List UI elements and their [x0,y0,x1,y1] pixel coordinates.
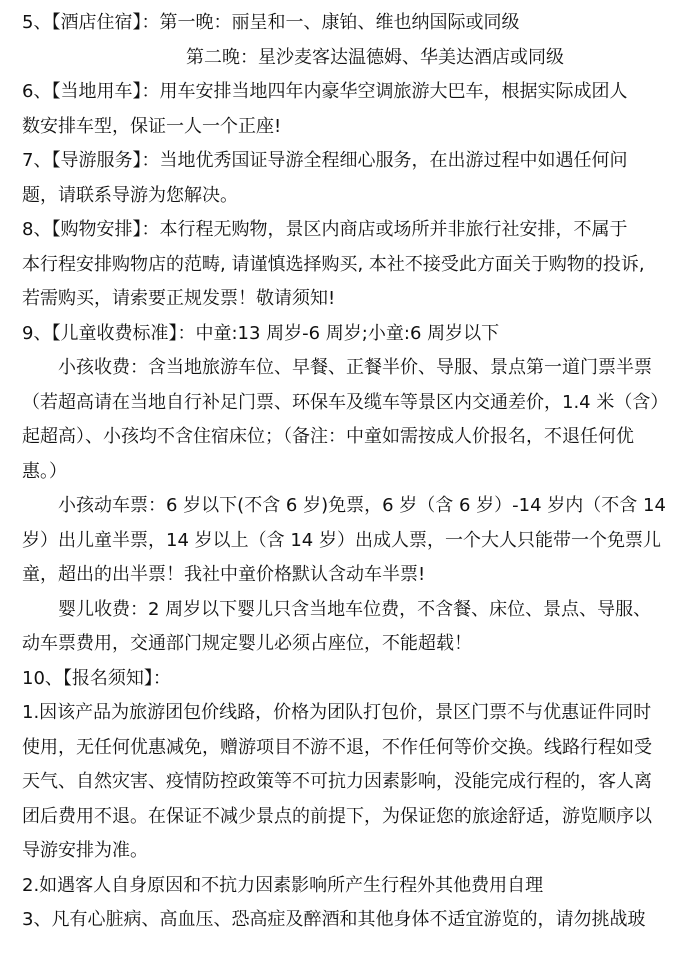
text-line: 3、凡有心脏病、高血压、恐高症及醉酒和其他身体不适宜游览的，请勿挑战玻 [22,909,646,930]
text-line: 使用，无任何优惠减免，赠游项目不游不退，不作任何等价交换。线路行程如受 [22,736,652,758]
text-line: 团后费用不退。在保证不减少景点的前提下，为保证您的旅途舒适，游览顺序以 [22,805,652,827]
text-line: 岁）出儿童半票，14 岁以上（含 14 岁）出成人票，一个大人只能带一个免票儿 [22,529,661,551]
text-line: 8、【购物安排】：本行程无购物，景区内商店或场所并非旅行社安排，不属于 [22,219,628,240]
text-line: 动车票费用，交通部门规定婴儿必须占座位，不能超载！ [22,633,472,654]
text-line: 小孩收费：含当地旅游车位、早餐、正餐半价、导服、景点第一道门票半票 [58,357,652,378]
text-line: 若需购买，请索要正规发票！敬请须知! [22,288,336,309]
text-line: （若超高请在当地自行补足门票、环保车及缆车等景区内交通差价，1.4 米（含） [22,391,669,413]
text-line: 童，超出的出半票！我社中童价格默认含动车半票! [22,564,426,585]
text-line: 6、【当地用车】：用车安排当地四年内豪华空调旅游大巴车，根据实际成团人 [22,81,628,102]
text-line: 第二晚：星沙麦客达温德姆、华美达酒店或同级 [186,46,564,68]
text-line: 惠。） [22,460,67,482]
text-line: 题，请联系导游为您解决。 [22,184,238,206]
text-line: 5、【酒店住宿】：第一晚：丽呈和一、康铂、维也纳国际或同级 [22,12,520,33]
text-line: 婴儿收费：2 周岁以下婴儿只含当地车位费，不含餐、床位、景点、导服、 [58,598,652,620]
text-line: 本行程安排购物店的范畴, 请谨慎选择购买, 本社不接受此方面关于购物的投诉, [22,253,645,275]
text-line: 起超高）、小孩均不含住宿床位；（备注：中童如需按成人价报名，不退任何优 [22,426,634,447]
text-line: 2.如遇客人自身原因和不抗力因素影响所产生行程外其他费用自理 [22,874,544,896]
text-line: 数安排车型，保证一人一个正座! [22,115,282,137]
text-line: 1.因该产品为旅游团包价线路，价格为团队打包价，景区门票不与优惠证件同时 [22,702,652,723]
text-line: 10、【报名须知】： [22,667,171,689]
text-line: 7、【导游服务】：当地优秀国证导游全程细心服务，在出游过程中如遇任何问 [22,150,628,171]
text-line: 天气、自然灾害、疫情防控政策等不可抗力因素影响，没能完成行程的，客人离 [22,771,652,792]
text-line: 导游安排为准。 [22,840,148,861]
text-line: 9、【儿童收费标准】：中童:13 周岁-6 周岁;小童:6 周岁以下 [22,322,500,344]
text-line: 小孩动车票：6 岁以下(不含 6 岁)免票，6 岁（含 6 岁）-14 岁内（不含 14 [58,495,666,516]
